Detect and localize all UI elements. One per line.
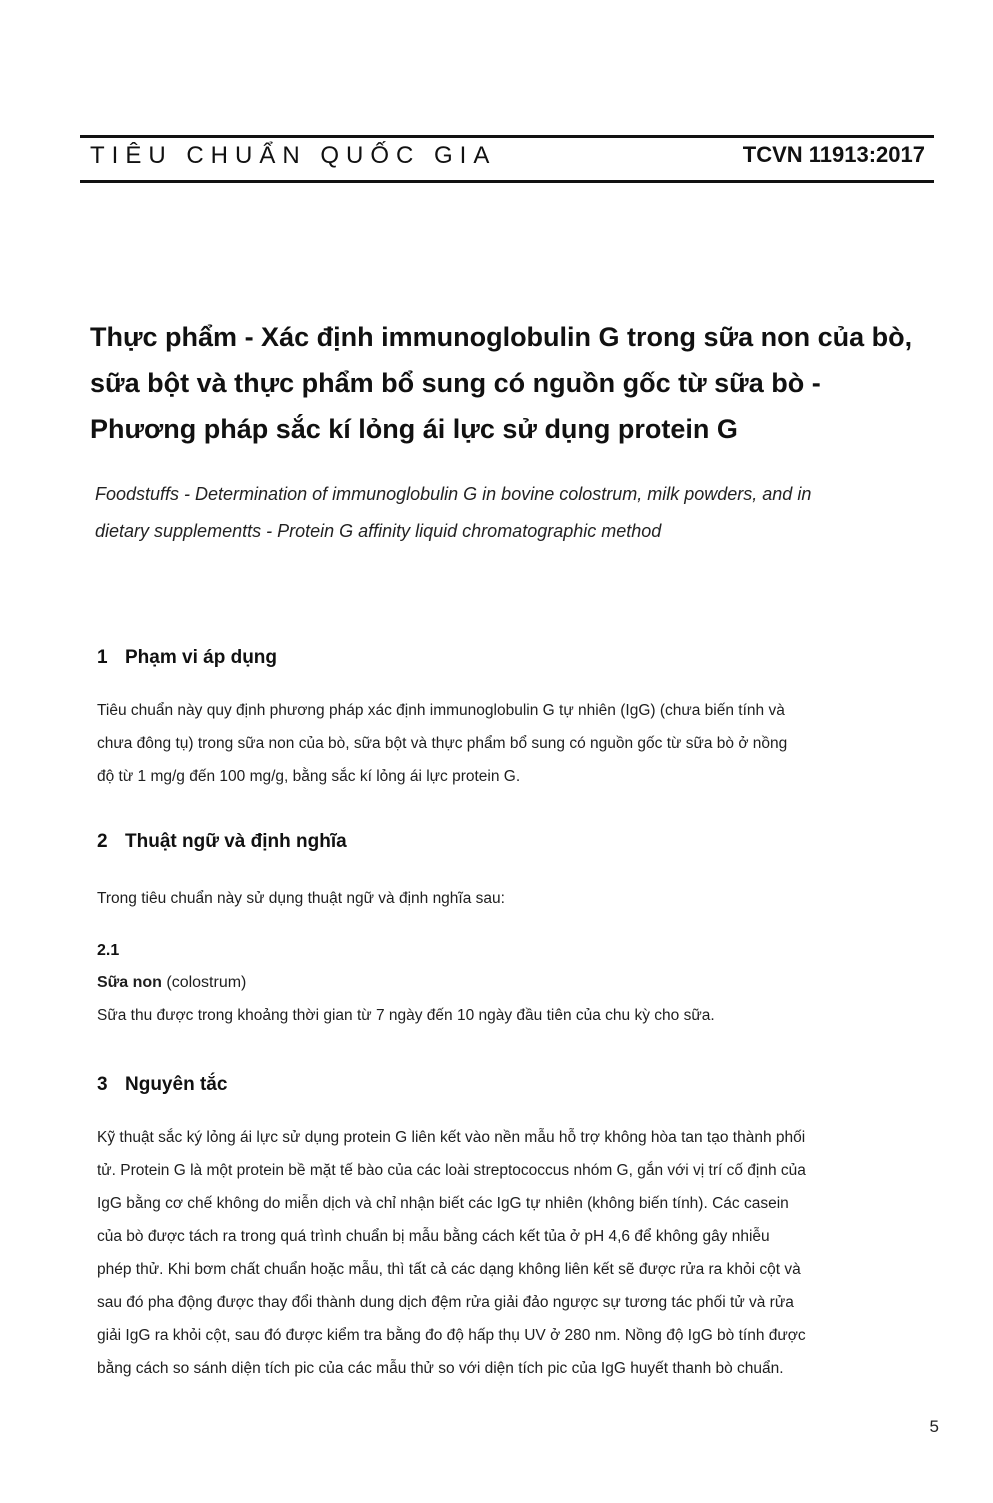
title-line: Thực phẩm - Xác định immunoglobulin G trong sữa non của bò,: [90, 322, 913, 352]
section-title: Phạm vi áp dụng: [125, 647, 278, 668]
body-line: tử. Protein G là một protein bề mặt tế bào của các loài streptococcus nhóm G, gắn với vị trí cố định của: [97, 1162, 806, 1179]
header-bottom-rule: [80, 180, 934, 183]
term-number: 2.1: [97, 942, 120, 959]
body-line: IgG bằng cơ chế không do miễn dịch và chỉ nhận biết các IgG tự nhiên (không biến tính). Các casein: [97, 1195, 789, 1212]
body-line: giải IgG ra khỏi cột, sau đó được kiểm tra bằng đo độ hấp thụ UV ở 280 nm. Nồng độ IgG bò tính được: [97, 1327, 806, 1344]
section-3-heading: [97, 1074, 227, 1096]
section-number: 1: [97, 647, 108, 668]
body-line: phép thử. Khi bơm chất chuẩn hoặc mẫu, thì tất cả các dạng không liên kết sẽ được rửa ra khỏi cột và: [97, 1261, 801, 1278]
page-number: 5: [929, 1417, 939, 1436]
term-heading: [97, 974, 246, 992]
national-standard-label: TIÊU CHUẨN QUỐC GIA: [90, 142, 497, 169]
term-name: Sữa non: [97, 974, 162, 991]
section-2-body: [97, 882, 937, 915]
body-line: chưa đông tụ) trong sữa non của bò, sữa bột và thực phẩm bổ sung có nguồn gốc từ sữa bò ở nồng: [97, 735, 788, 752]
section-title: Thuật ngữ và định nghĩa: [125, 831, 347, 852]
body-line: Kỹ thuật sắc ký lỏng ái lực sử dụng protein G liên kết vào nền mẫu hỗ trợ không hòa tan tạo thành phối: [97, 1129, 806, 1146]
body-line: bằng cách so sánh diện tích pic của các mẫu thử so với diện tích pic của IgG huyết thanh bò chuẩn.: [97, 1360, 784, 1377]
term-english: (colostrum): [166, 974, 247, 991]
standard-code: TCVN 11913:2017: [742, 142, 925, 167]
title-line: sữa bột và thực phẩm bổ sung có nguồn gốc từ sữa bò -: [90, 368, 821, 398]
body-line: Tiêu chuẩn này quy định phương pháp xác định immunoglobulin G tự nhiên (IgG) (chưa biến tính và: [97, 702, 785, 719]
term-definition: Sữa thu được trong khoảng thời gian từ 7 ngày đến 10 ngày đầu tiên của chu kỳ cho sữa.: [97, 1007, 715, 1024]
body-line: sau đó pha động được thay đổi thành dung dịch đệm rửa giải đảo ngược sự tương tác phối tử và rửa: [97, 1294, 794, 1311]
subtitle-line: Foodstuffs - Determination of immunoglobulin G in bovine colostrum, milk powders, and in: [95, 484, 812, 504]
title-line: Phương pháp sắc kí lỏng ái lực sử dụng protein G: [90, 414, 738, 444]
body-line: của bò được tách ra trong quá trình chuẩn bị mẫu bằng cách kết tủa ở pH 4,6 để không gây nhiễu: [97, 1228, 770, 1245]
section-number: 2: [97, 831, 108, 852]
body-line: Trong tiêu chuẩn này sử dụng thuật ngữ và định nghĩa sau:: [97, 890, 505, 907]
english-title: [95, 476, 925, 550]
section-title: Nguyên tắc: [125, 1074, 228, 1095]
body-line: độ từ 1 mg/g đến 100 mg/g, bằng sắc kí lỏng ái lực protein G.: [97, 768, 521, 785]
section-1-body: [97, 694, 937, 793]
document-title: [90, 314, 920, 452]
header-top-rule: [80, 135, 934, 138]
subtitle-line: dietary supplementts - Protein G affinity liquid chromatographic method: [95, 521, 662, 541]
section-2-heading: [97, 831, 347, 853]
section-1-heading: [97, 647, 277, 669]
section-3-body: [97, 1121, 937, 1385]
section-number: 3: [97, 1074, 108, 1095]
